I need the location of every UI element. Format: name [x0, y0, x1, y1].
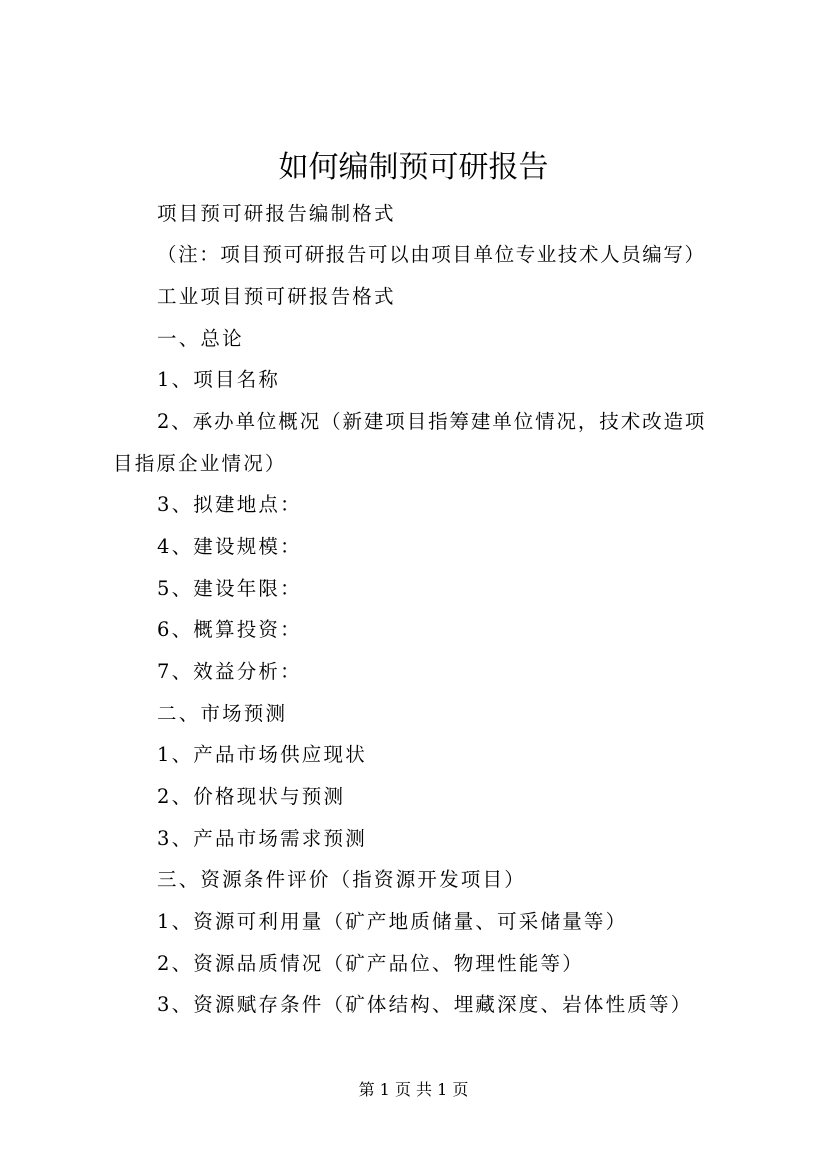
paragraph-line: 4、建设规模： — [157, 535, 302, 558]
section-heading: 三、资源条件评价（指资源开发项目） — [157, 868, 526, 891]
paragraph-line: 1、项目名称 — [157, 368, 281, 391]
paragraph-line: 2、价格现状与预测 — [157, 785, 346, 808]
paragraph-line: 工业项目预可研报告格式 — [157, 285, 396, 308]
paragraph-line: 1、资源可利用量（矿产地质储量、可采储量等） — [157, 910, 628, 933]
paragraph-line: 2、资源品质情况（矿产品位、物理性能等） — [157, 952, 584, 975]
paragraph-line: 项目预可研报告编制格式 — [157, 202, 396, 225]
page-footer: 第 1 页 共 1 页 — [358, 1080, 469, 1099]
paragraph-line: （注：项目预可研报告可以由项目单位专业技术人员编写） — [157, 243, 706, 266]
document-title: 如何编制预可研报告 — [278, 150, 549, 185]
section-heading: 二、市场预测 — [157, 702, 288, 725]
section-heading: 一、总论 — [157, 327, 244, 350]
paragraph-line: 3、产品市场需求预测 — [157, 827, 367, 850]
paragraph-line: 3、资源赋存条件（矿体结构、埋藏深度、岩体性质等） — [157, 993, 693, 1016]
paragraph-line: 7、效益分析： — [157, 660, 302, 683]
paragraph-line: 3、拟建地点： — [157, 493, 302, 516]
paragraph-line: 2、承办单位概况（新建项目指筹建单位情况，技术改造项 — [157, 410, 707, 433]
paragraph-line: 5、建设年限： — [157, 577, 302, 600]
paragraph-line-continued: 目指原企业情况） — [113, 452, 287, 475]
paragraph-line: 1、产品市场供应现状 — [157, 743, 367, 766]
paragraph-line: 6、概算投资： — [157, 618, 302, 641]
